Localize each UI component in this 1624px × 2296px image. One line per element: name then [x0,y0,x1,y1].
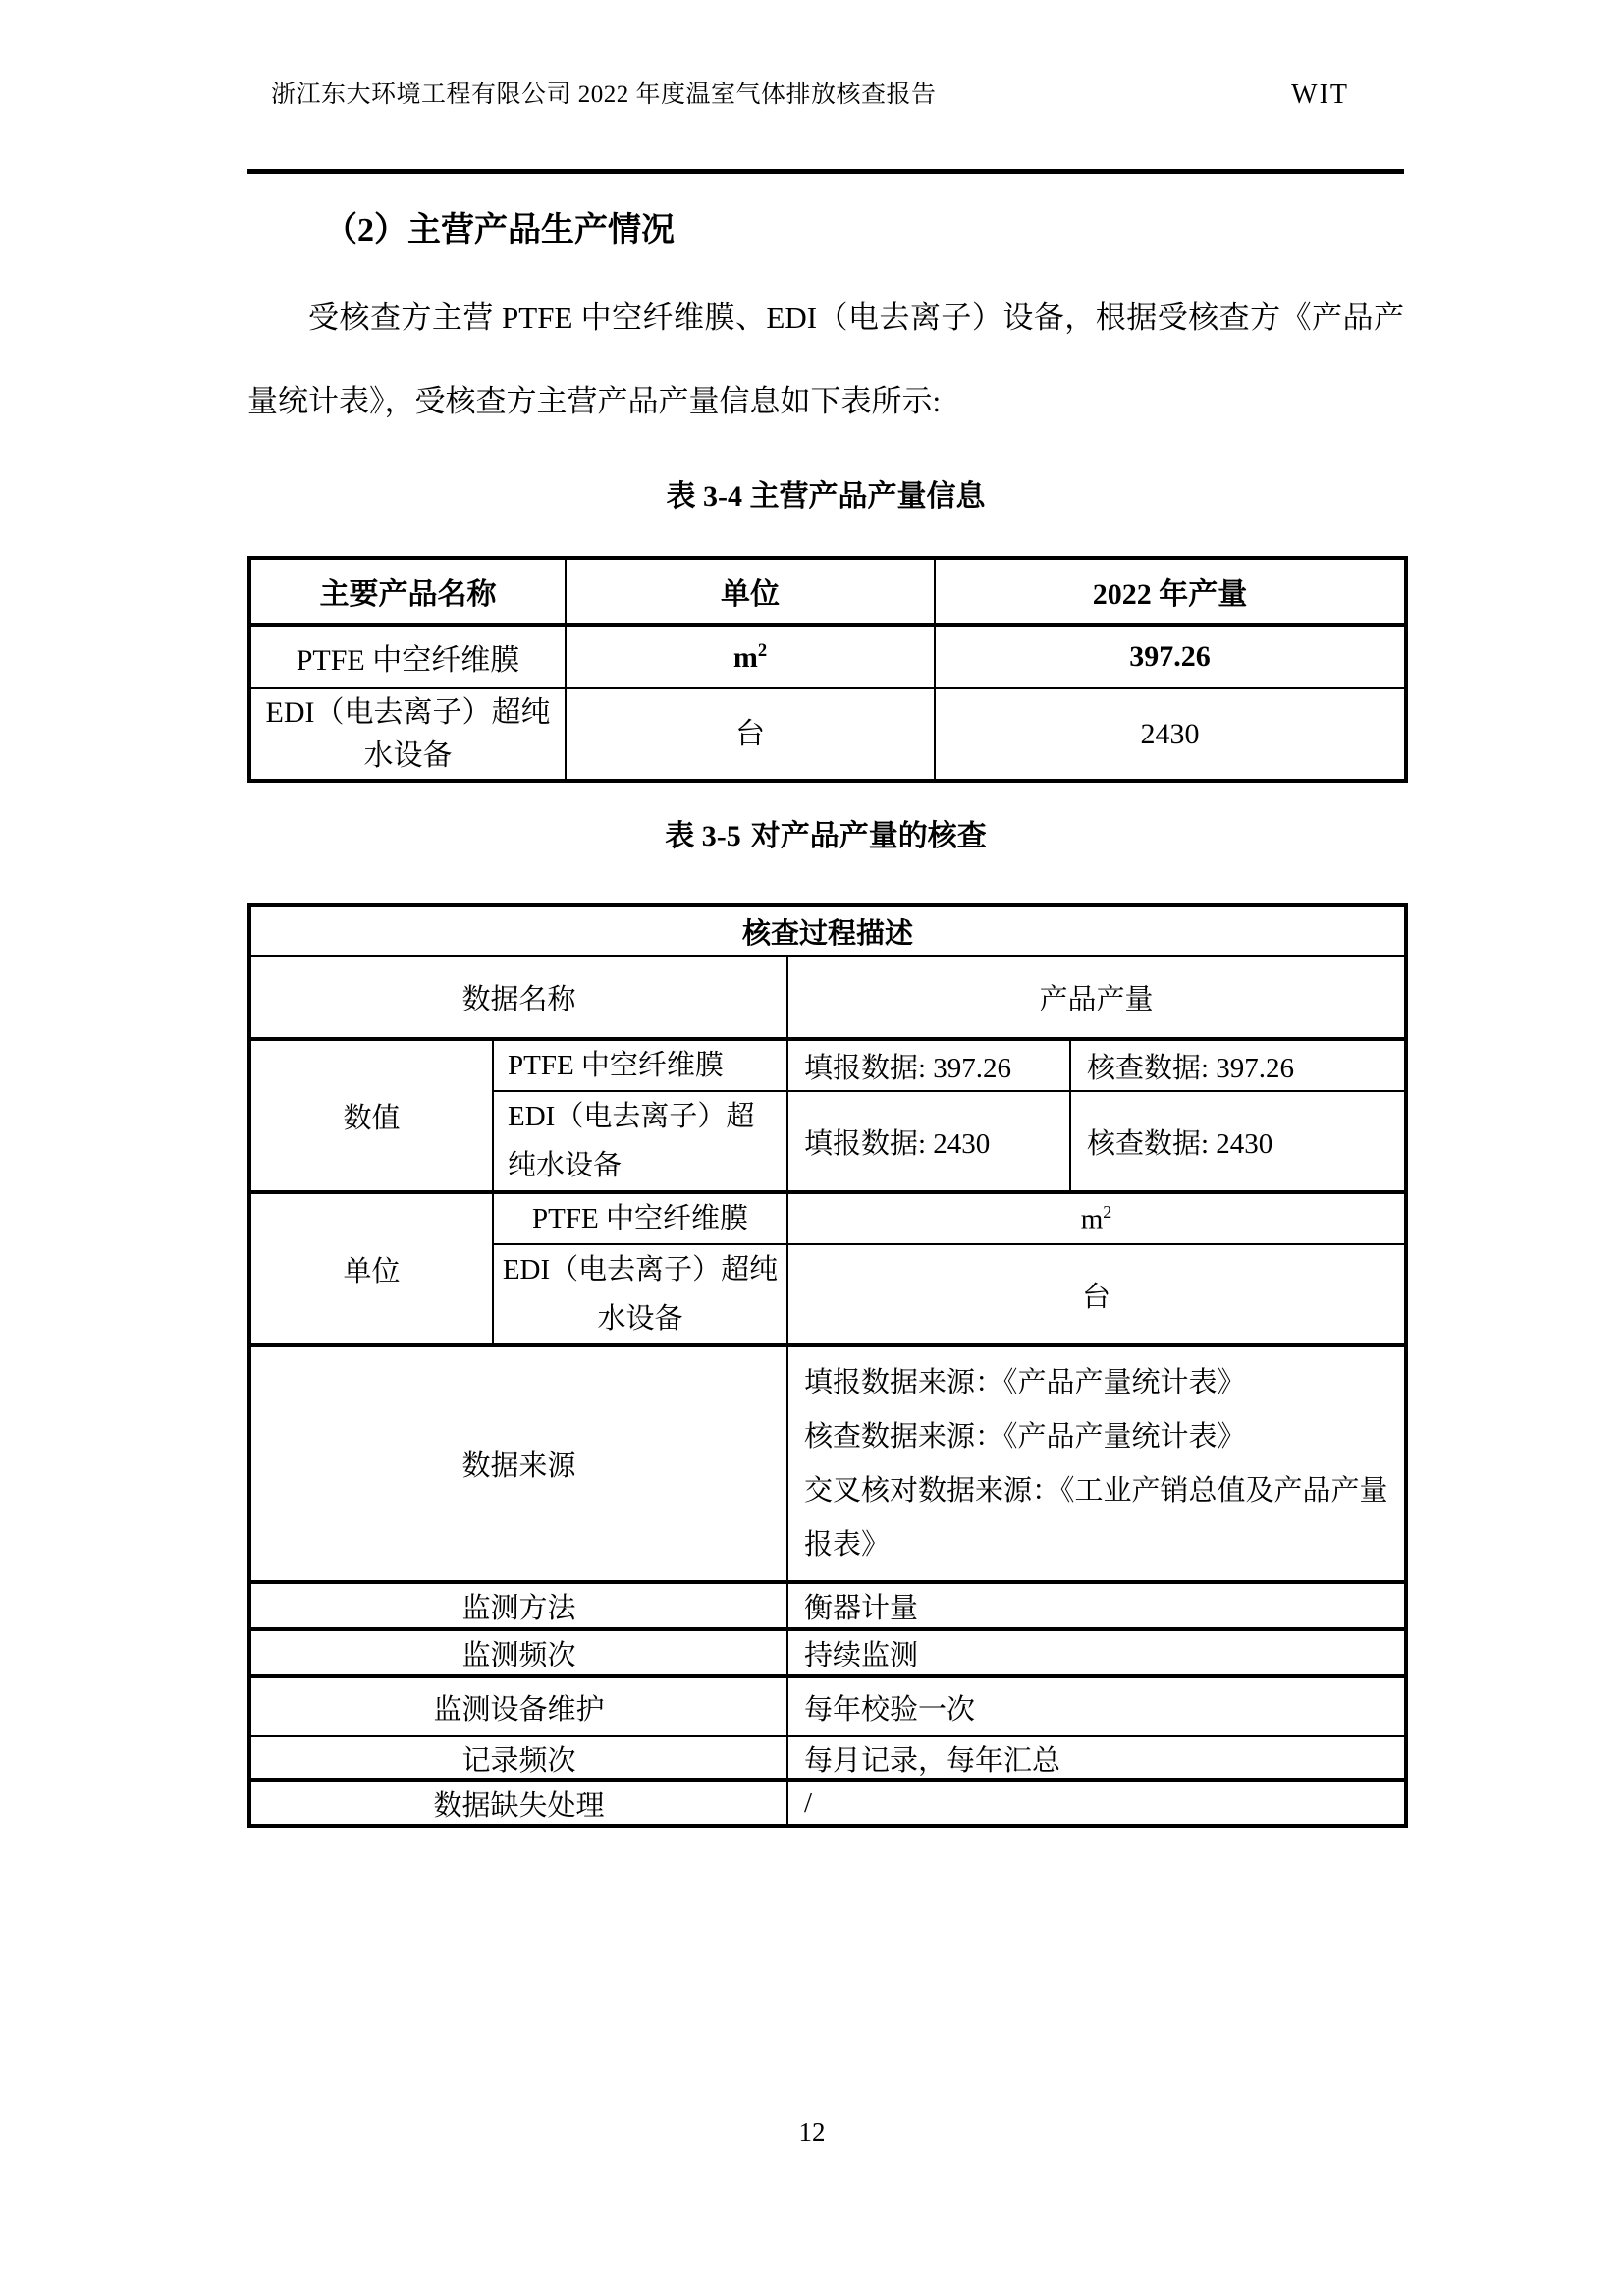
t34-ptfe-value: 397.26 [935,625,1406,688]
table-3-5-verification [247,903,1408,1828]
table-3-4-header-row [249,558,1406,625]
t35-numeric-edi-product: EDI（电去离子）超纯水设备 [493,1091,787,1192]
t35-method-value: 衡器计量 [787,1582,1406,1629]
unit-symbol: m [1080,1203,1104,1235]
t35-frequency-value: 持续监测 [787,1629,1406,1676]
t35-method-label: 监测方法 [249,1582,787,1629]
t35-missing-value: / [787,1780,1406,1826]
t35-unit-edi-unit: 台 [787,1244,1406,1345]
t35-unit-ptfe-unit [787,1192,1406,1244]
caption-number: 表 3-5 [665,820,741,852]
t34-header-product-name: 主要产品名称 [249,558,566,625]
process-header-row [249,905,1406,956]
table-3-4-caption: 表 3-4 主营产品产量信息 [666,480,986,513]
t35-maintenance-value: 每年校验一次 [787,1676,1406,1736]
table-3-5-caption [247,814,1404,859]
record-frequency-row [249,1736,1406,1780]
caption-text: 对产品产量的核查 [750,820,987,852]
data-source-row [249,1345,1406,1582]
equipment-maintenance-row [249,1676,1406,1736]
t34-header-unit: 单位 [566,558,935,625]
unit-exponent: 2 [757,639,768,661]
unit-ptfe-row [249,1192,1406,1244]
monitoring-method-row [249,1582,1406,1629]
t35-numeric-ptfe-reported: 填报数据: 397.26 [787,1039,1070,1091]
source-line-reported: 填报数据来源：《产品产量统计表》 [804,1366,1246,1398]
t34-header-output-2022: 2022 年产量 [935,558,1406,625]
t34-ptfe-unit [566,625,935,688]
source-line-crosscheck: 交叉核对数据来源：《工业产销总值及产品产量报表》 [804,1474,1388,1560]
body-paragraph: 受核查方主营 PTFE 中空纤维膜、EDI（电去离子）设备，根据受核查方《产品产量统计表》，受核查方主营产品产量信息如下表所示: [247,301,1404,418]
monitoring-frequency-row [249,1629,1406,1676]
t35-data-source-label: 数据来源 [249,1345,787,1582]
t34-edi-name: EDI（电去离子）超纯水设备 [249,688,566,781]
t35-process-header: 核查过程描述 [249,905,1406,956]
table-row-ptfe [249,625,1406,688]
t35-unit-edi-product: EDI（电去离子）超纯水设备 [493,1244,787,1345]
t35-record-value: 每月记录，每年汇总 [787,1736,1406,1780]
t35-frequency-label: 监测频次 [249,1629,787,1676]
t34-edi-value: 2430 [935,688,1406,781]
page-header [247,0,1404,112]
page-number: 12 [798,2117,826,2147]
t35-data-name-label: 数据名称 [249,956,787,1039]
t34-edi-unit: 台 [566,688,935,781]
unit-exponent: 2 [1103,1201,1112,1222]
t35-data-name-value: 产品产量 [787,956,1406,1039]
header-divider [247,169,1404,174]
t35-numeric-edi-reported: 填报数据: 2430 [787,1091,1070,1192]
unit-symbol: m [732,640,758,674]
data-name-row [249,956,1406,1039]
missing-data-row [249,1780,1406,1826]
t35-unit-ptfe-product: PTFE 中空纤维膜 [493,1192,787,1244]
t35-record-label: 记录频次 [249,1736,787,1780]
t35-numeric-label: 数值 [249,1039,493,1192]
page-content [247,0,1404,1828]
source-line-verified: 核查数据来源：《产品产量统计表》 [804,1420,1246,1452]
t35-missing-label: 数据缺失处理 [249,1780,787,1826]
table-3-4-production [247,556,1408,783]
t35-unit-label: 单位 [249,1192,493,1345]
header-title: 浙江东大环境工程有限公司 2022 年度温室气体排放核查报告 [271,82,937,108]
t34-ptfe-name: PTFE 中空纤维膜 [249,625,566,688]
t35-maintenance-label: 监测设备维护 [249,1676,787,1736]
table-row-edi [249,688,1406,781]
t35-data-source-lines [787,1345,1406,1582]
t35-numeric-ptfe-product: PTFE 中空纤维膜 [493,1039,787,1091]
t35-numeric-ptfe-verified: 核查数据: 397.26 [1070,1039,1406,1091]
t35-numeric-edi-verified: 核查数据: 2430 [1070,1091,1406,1192]
section-heading: （2）主营产品生产情况 [324,212,675,248]
numeric-ptfe-row [249,1039,1406,1091]
header-logo-wit: WIT [1291,80,1349,110]
